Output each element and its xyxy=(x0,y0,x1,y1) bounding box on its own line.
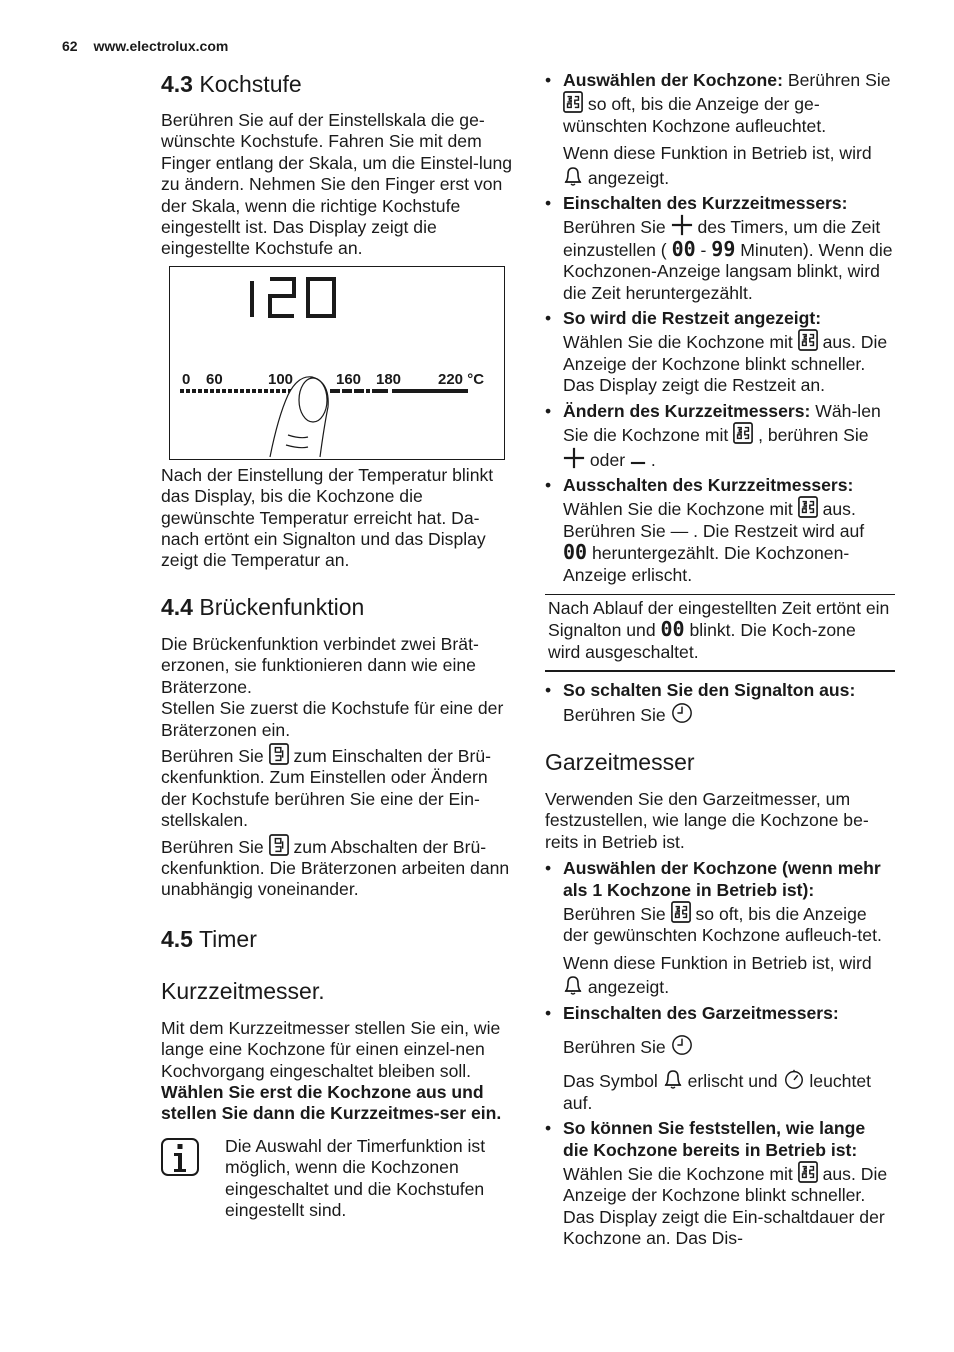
zone-select-icon xyxy=(798,496,818,518)
clock-icon xyxy=(671,1034,693,1056)
bridge-paragraph-1: Die Brückenfunktion verbindet zwei Brät-erzonen, sie funktionieren dann wie eine Bräterzone. xyxy=(161,633,479,697)
plus-icon xyxy=(671,214,693,236)
kurzzeitmesser-instruction: Wählen Sie erst die Kochzone aus und stellen Sie dann die Kurzzeitmes-ser ein. xyxy=(161,1081,502,1124)
bullet-enable-garzeit: • Einschalten des Garzeitmessers: Berühren Sie Das Symbol erlischt und leuchtet auf. xyxy=(545,1003,895,1115)
page-header xyxy=(62,38,228,54)
scale-label: 180 xyxy=(376,370,402,388)
info-note-text: Die Auswahl der Timerfunktion ist möglich, wenn die Kochzonen eingeschaltet und die Kochstufen eingestellt sind. xyxy=(225,1135,486,1220)
zone-select-icon xyxy=(798,329,818,351)
zone-select-icon xyxy=(671,901,691,923)
scale-label: 220 °C xyxy=(438,370,485,388)
zone-select-icon xyxy=(733,422,753,444)
display-readout xyxy=(252,279,334,317)
kochstufe-paragraph: Berühren Sie auf der Einstellskala die ge-wünschte Kochstufe. Fahren Sie mit dem Finger entlang der Skala, um die Einstel-lung zu ändern. Nehmen Sie den Finger erst von der Skala, wenn die richtige Kochstufe eingestellt ist. Das Display zeigt die eingestellte Kochstufe an. xyxy=(161,110,513,259)
scale-label: 160 xyxy=(336,370,362,388)
bridge-paragraph-4: Berühren Sie zum Abschalten der Brü-ckenfunktion. Die Bräterzonen arbeiten dann unabhängig voneinander. xyxy=(161,834,513,901)
info-note xyxy=(161,1136,513,1222)
display-graphic xyxy=(170,267,504,459)
temperature-display-illustration xyxy=(169,266,505,460)
section-4-5-heading: 4.5 Timer xyxy=(161,925,257,952)
bridge-paragraph-2: Stellen Sie zuerst die Kochstufe für eine der Bräterzonen ein. xyxy=(161,698,504,740)
info-icon xyxy=(161,1138,199,1176)
page-number: 62 xyxy=(62,38,78,54)
scale-label: 100 xyxy=(268,370,294,388)
stopwatch-icon xyxy=(783,1068,805,1090)
kurzzeitmesser-paragraph: Mit dem Kurzzeitmesser stellen Sie ein, wie lange eine Kochzone für einen einzel-nen Kochvorgang eingeschaltet bleiben soll. xyxy=(161,1017,501,1081)
scale-label: 0 xyxy=(182,370,191,388)
after-setting-paragraph: Nach der Einstellung der Temperatur blinkt das Display, bis die Kochzone die gewünschte Temperatur erreicht hat. Da-nach ertönt ein Signalton und das Display zeigt die Temperatur an. xyxy=(161,464,494,571)
section-4-4-heading: 4.4 Brückenfunktion xyxy=(161,593,365,620)
bullet-signal-off: • So schalten Sie den Signalton aus: Berühren Sie xyxy=(545,680,895,726)
bell-icon xyxy=(563,165,583,187)
website-url: www.electrolux.com xyxy=(93,38,229,54)
left-column xyxy=(161,70,513,1221)
finger-illustration xyxy=(270,377,328,457)
scale-label: 60 xyxy=(206,370,223,388)
zone-select-icon xyxy=(563,91,583,113)
bell-icon xyxy=(663,1068,683,1090)
bullet-enable-timer: • Einschalten des Kurzzeitmessers: Berühren Sie des Timers, um die Zeit einzustellen ( 00 - 99 Minuten). Wenn die Kochzonen-Anzeige langsam blinkt, wird die Zeit heruntergezählt. xyxy=(545,193,895,304)
section-4-3-heading: 4.3 Kochstufe xyxy=(161,71,302,97)
kurzzeitmesser-heading: Kurzzeitmesser. xyxy=(161,977,325,1004)
garzeitmesser-heading: Garzeitmesser xyxy=(545,748,695,775)
bell-icon xyxy=(563,974,583,996)
zone-select-icon xyxy=(798,1161,818,1183)
bullet-remaining-time: • So wird die Restzeit angezeigt: Wählen Sie die Kochzone mit aus. Die Anzeige der Kochzone blinkt schneller. Das Display zeigt die Restzeit an. xyxy=(545,308,895,397)
bullet-select-zone: • Auswählen der Kochzone: Berühren Sie so oft, bis die Anzeige der ge-wünschten Kochzone aufleuchtet. Wenn diese Funktion in Betrieb ist, wird angezeigt. xyxy=(545,70,895,189)
garzeitmesser-paragraph: Verwenden Sie den Garzeitmesser, um festzustellen, wie lange die Kochzone be-reits in Betrieb ist. xyxy=(545,788,869,852)
bullet-change-timer: • Ändern des Kurzzeitmessers: Wäh-len Sie die Kochzone mit , berühren Sie oder . xyxy=(545,401,895,471)
bullet-disable-timer: • Ausschalten des Kurzzeitmessers: Wählen Sie die Kochzone mit aus. Berühren Sie — . Die Restzeit wird auf 00 heruntergezählt. Die Kochzonen-Anzeige erlischt. xyxy=(545,475,895,586)
bullet-select-zone-multi: • Auswählen der Kochzone (wenn mehr als 1 Kochzone in Betrieb ist): Berühren Sie so oft, bis die Anzeige der gewünschten Kochzone aufleuch-tet. Wenn diese Funktion in Betrieb ist, wird angezeigt. xyxy=(545,858,895,998)
clock-icon xyxy=(671,702,693,724)
timer-end-box: Nach Ablauf der eingestellten Zeit ertönt ein Signalton und 00 blinkt. Die Koch-zone wird ausgeschaltet. xyxy=(545,594,895,672)
right-column xyxy=(545,70,895,1250)
bridge-icon xyxy=(269,834,289,856)
bridge-icon xyxy=(269,743,289,765)
plus-icon xyxy=(563,447,585,469)
bullet-duration: • So können Sie feststellen, wie lange die Kochzone bereits in Betrieb ist: Wählen Sie die Kochzone mit aus. Die Anzeige der Kochzone blinkt schneller. Das Display zeigt die Ein-schaltdauer der Kochzone an. Das Dis- xyxy=(545,1118,895,1249)
bridge-paragraph-3: Berühren Sie zum Einschalten der Brü-ckenfunktion. Zum Einstellen oder Ändern der Kochstufe berühren Sie eine der Ein-stellskalen. xyxy=(161,743,513,832)
minus-icon xyxy=(630,457,646,469)
